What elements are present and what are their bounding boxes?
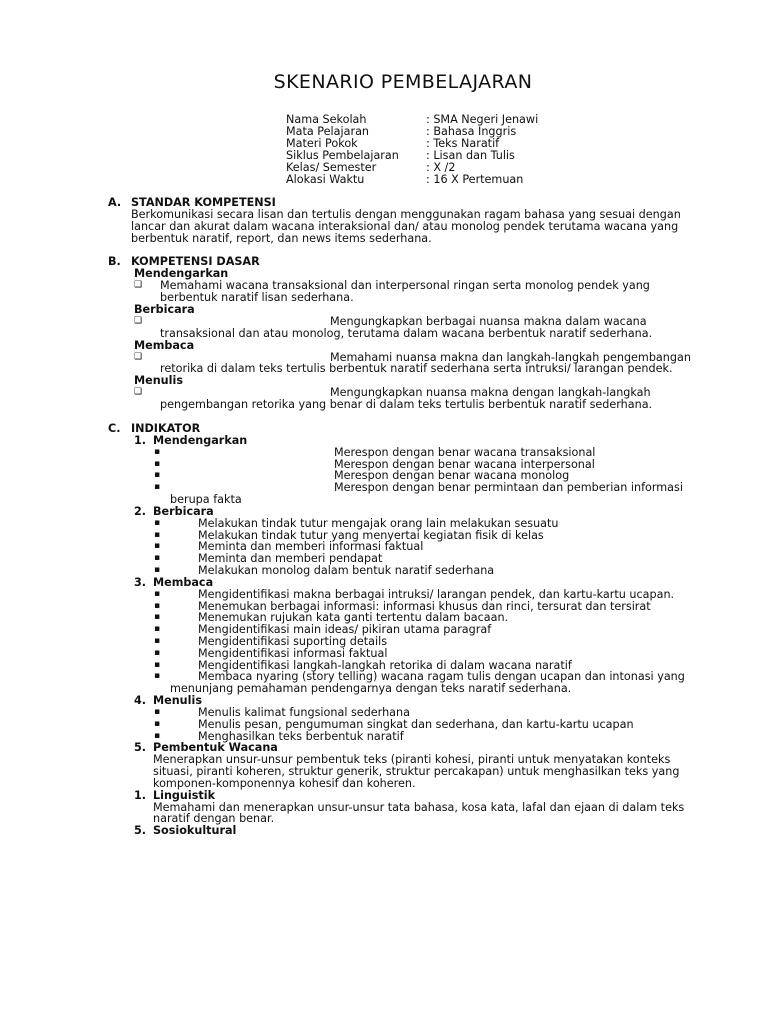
section-heading-text: KOMPETENSI DASAR bbox=[131, 255, 260, 269]
item-text: Menulis pesan, pengumuman singkat dan sederhana, dan kartu-kartu ucapan bbox=[198, 717, 634, 731]
item-text: Merespon dengan benar wacana monolog bbox=[334, 469, 570, 483]
subheading-menulis: Menulis bbox=[134, 374, 183, 388]
bullet-icon: ▪ bbox=[154, 671, 161, 682]
checkbox-bullet-icon: ❑ bbox=[134, 351, 143, 362]
identity-label: Kelas/ Semester bbox=[286, 161, 377, 174]
section-letter: B. bbox=[108, 255, 121, 269]
indicator-paragraph: Menerapkan unsur-unsur pembentuk teks (piranti kohesi, piranti untuk menyatakan konteks situasi, piranti koheren, struktur generik, struktur percakapan) untuk menghasilkan teks yang komponen-komponennya kohesif dan koheren. bbox=[153, 753, 680, 790]
identity-value: : SMA Negeri Jenawi bbox=[426, 113, 539, 126]
identity-value: : X /2 bbox=[426, 161, 456, 174]
heading-number: 4. bbox=[134, 693, 147, 707]
bullet-icon: ▪ bbox=[154, 517, 161, 528]
item-text: Mengidentifikasi makna berbagai intruksi/ larangan pendek, dan kartu-kartu ucapan. bbox=[198, 587, 675, 601]
item-text: Menemukan rujukan kata ganti tertentu dalam bacaan. bbox=[198, 611, 509, 625]
item-text: Mengungkapkan berbagai nuansa makna dalam wacana transaksional dan atau monolog, terutama dalam wacana berbentuk naratif sederhana. bbox=[160, 314, 653, 340]
checkbox-item bbox=[0, 316, 692, 340]
numbered-heading bbox=[0, 825, 770, 837]
bullet-icon: ▪ bbox=[154, 541, 161, 552]
item-text: Membaca nyaring (story telling) wacana ragam tulis dengan ucapan dan intonasi yang menunjang pemahaman pendengarnya dengan teks naratif sederhana. bbox=[170, 670, 685, 696]
heading-text: Membaca bbox=[153, 575, 214, 589]
section-standar-kompetensi bbox=[0, 197, 770, 244]
section-heading-text: INDIKATOR bbox=[131, 421, 201, 435]
item-text: Merespon dengan benar wacana transaksional bbox=[334, 445, 596, 459]
checkbox-bullet-icon: ❑ bbox=[134, 280, 143, 291]
section-letter: A. bbox=[108, 196, 122, 209]
subheading-mendengarkan: Mendengarkan bbox=[134, 267, 229, 281]
indicator-paragraph: Memahami dan menerapkan unsur-unsur tata bahasa, kosa kata, lafal dan ejaan di dalam teks naratif dengan benar. bbox=[153, 800, 685, 826]
heading-number: 1. bbox=[134, 433, 147, 447]
bullet-icon: ▪ bbox=[154, 588, 161, 599]
identity-table bbox=[286, 114, 538, 186]
document-body bbox=[0, 197, 770, 837]
heading-text: Mendengarkan bbox=[153, 433, 248, 447]
identity-value: : Teks Naratif bbox=[426, 137, 500, 150]
section-indikator bbox=[0, 423, 770, 838]
item-text: Menemukan berbagai informasi: informasi khusus dan rinci, tersurat dan tersirat bbox=[198, 599, 651, 613]
heading-number: 3. bbox=[134, 575, 147, 589]
bullet-item bbox=[0, 731, 694, 743]
bullet-icon: ▪ bbox=[154, 482, 161, 493]
identity-label: Alokasi Waktu bbox=[286, 173, 365, 186]
bullet-icon: ▪ bbox=[154, 446, 161, 457]
bullet-icon: ▪ bbox=[154, 659, 161, 670]
section-heading bbox=[0, 423, 770, 435]
heading-number: 5. bbox=[134, 824, 147, 838]
checkbox-item bbox=[0, 387, 692, 411]
item-text: Melakukan monolog dalam bentuk naratif sederhana bbox=[198, 563, 495, 577]
heading-text: Menulis bbox=[153, 693, 202, 707]
bullet-item bbox=[0, 565, 694, 577]
bullet-icon: ▪ bbox=[154, 564, 161, 575]
item-text: Mengidentifikasi main ideas/ pikiran utama paragraf bbox=[198, 623, 492, 637]
section-heading-text: STANDAR KOMPETENSI bbox=[131, 196, 276, 209]
item-text: Mengidentifikasi langkah-langkah retorika di dalam wacana naratif bbox=[198, 658, 572, 672]
heading-text: Linguistik bbox=[153, 788, 216, 802]
subheading-membaca: Membaca bbox=[134, 338, 195, 352]
item-text: Merespon dengan benar permintaan dan pemberian informasi berupa fakta bbox=[170, 481, 683, 506]
bullet-icon: ▪ bbox=[154, 647, 161, 658]
checkbox-item bbox=[0, 280, 692, 304]
item-text: Memahami wacana transaksional dan interpersonal ringan serta monolog pendek yang berbentuk naratif lisan sederhana. bbox=[160, 279, 650, 305]
identity-value: : 16 X Pertemuan bbox=[426, 173, 524, 186]
heading-number: 1. bbox=[134, 788, 147, 802]
heading-number: 5. bbox=[134, 741, 147, 755]
numbered-heading bbox=[0, 742, 770, 754]
section-heading bbox=[0, 197, 770, 209]
heading-text: Pembentuk Wacana bbox=[153, 741, 278, 755]
checkbox-item bbox=[0, 352, 692, 376]
bullet-icon: ▪ bbox=[154, 470, 161, 481]
identity-value: : Lisan dan Tulis bbox=[426, 149, 515, 162]
bullet-icon: ▪ bbox=[154, 458, 161, 469]
checkbox-bullet-icon: ❑ bbox=[134, 387, 143, 398]
bullet-icon: ▪ bbox=[154, 529, 161, 540]
section-letter: C. bbox=[108, 421, 121, 435]
bullet-icon: ▪ bbox=[154, 706, 161, 717]
identity-label: Mata Pelajaran bbox=[286, 125, 370, 138]
bullet-item bbox=[0, 671, 694, 695]
section-heading bbox=[0, 256, 770, 268]
item-text: Merespon dengan benar wacana interpersonal bbox=[334, 457, 595, 471]
bullet-icon: ▪ bbox=[154, 600, 161, 611]
item-text: Melakukan tindak tutur mengajak orang lain melakukan sesuatu bbox=[198, 516, 559, 530]
heading-text: Sosiokultural bbox=[153, 824, 237, 838]
item-text: Meminta dan memberi informasi faktual bbox=[198, 540, 424, 554]
identity-row bbox=[286, 174, 538, 186]
heading-number: 2. bbox=[134, 504, 147, 518]
checkbox-bullet-icon: ❑ bbox=[134, 315, 143, 326]
section-kompetensi-dasar bbox=[0, 256, 770, 410]
heading-text: Berbicara bbox=[153, 504, 214, 518]
item-text: Memahami nuansa makna dan langkah-langkah pengembangan retorika di dalam teks tertulis berbentuk naratif sederhana serta intruksi/ larangan pendek. bbox=[160, 350, 691, 376]
bullet-icon: ▪ bbox=[154, 635, 161, 646]
bullet-icon: ▪ bbox=[154, 730, 161, 741]
identity-label: Siklus Pembelajaran bbox=[286, 149, 399, 162]
bullet-icon: ▪ bbox=[154, 718, 161, 729]
item-text: Menulis kalimat fungsional sederhana bbox=[198, 705, 410, 719]
item-text: Menghasilkan teks berbentuk naratif bbox=[198, 729, 404, 743]
bullet-icon: ▪ bbox=[154, 612, 161, 623]
bullet-icon: ▪ bbox=[154, 624, 161, 635]
item-text: Mengidentifikasi informasi faktual bbox=[198, 646, 388, 660]
item-text: Meminta dan memberi pendapat bbox=[198, 552, 383, 566]
bullet-item bbox=[0, 482, 694, 506]
item-text: Melakukan tindak tutur yang menyertai kegiatan fisik di kelas bbox=[198, 528, 544, 542]
item-text: Mengidentifikasi suporting details bbox=[198, 634, 388, 648]
identity-value: : Bahasa Inggris bbox=[426, 125, 517, 138]
identity-label: Materi Pokok bbox=[286, 137, 358, 150]
section-paragraph: Berkomunikasi secara lisan dan tertulis dengan menggunakan ragam bahasa yang sesuai dengan lancar dan akurat dalam wacana interaksional dan/ atau monolog pendek terutama wacana yang berbentuk naratif, report, dan news items sederhana. bbox=[131, 208, 681, 245]
bullet-icon: ▪ bbox=[154, 553, 161, 564]
item-text: Mengungkapkan nuansa makna dengan langkah-langkah pengembangan retorika yang benar di dalam teks tertulis berbentuk naratif sederhana. bbox=[160, 386, 653, 411]
identity-label: Nama Sekolah bbox=[286, 113, 367, 126]
subheading-berbicara: Berbicara bbox=[134, 302, 195, 316]
numbered-heading bbox=[0, 790, 770, 802]
document-title: SKENARIO PEMBELAJARAN bbox=[273, 71, 533, 93]
